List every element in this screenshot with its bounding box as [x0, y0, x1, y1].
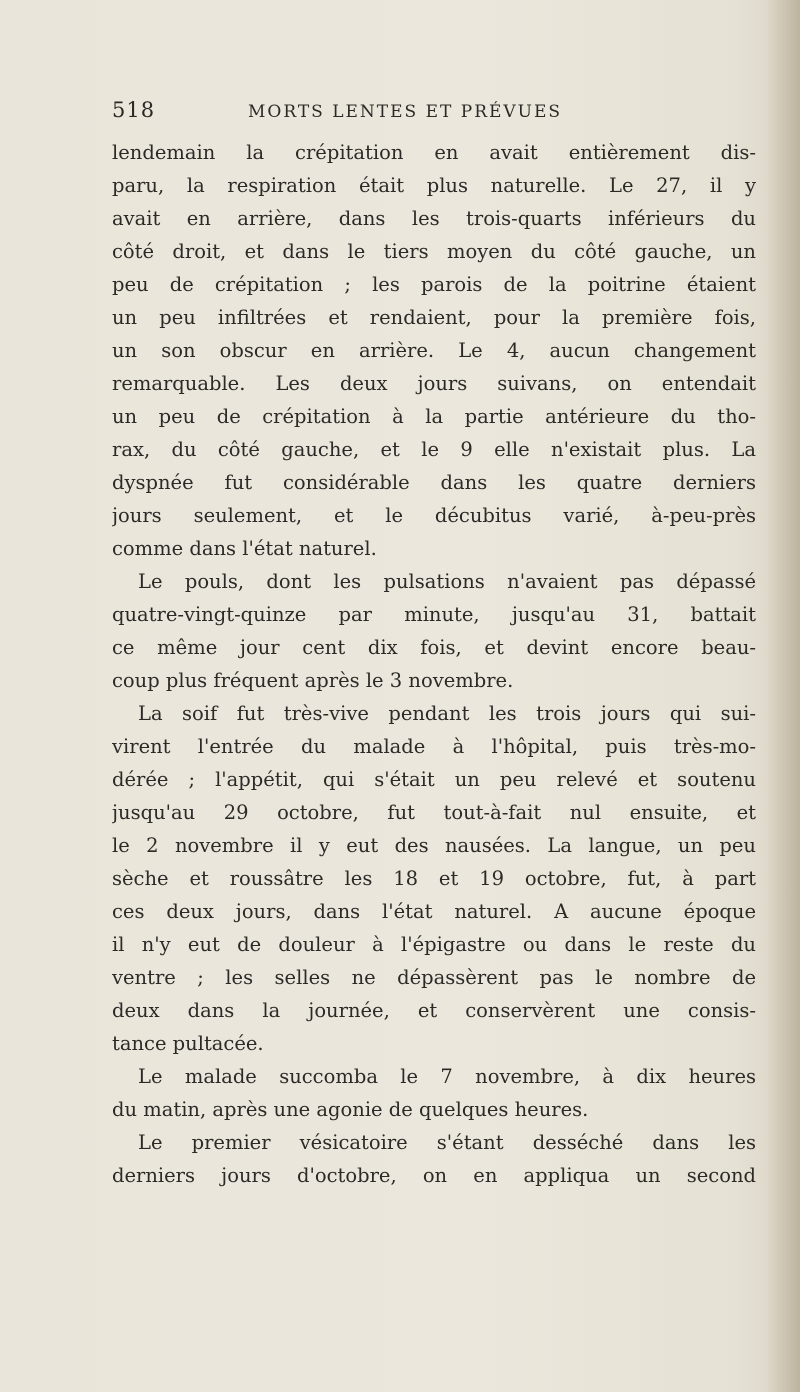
- text-line: paru, la respiration était plus naturelle. Le 27, il y: [112, 174, 756, 197]
- text-line: du matin, après une agonie de quelques heures.: [112, 1098, 589, 1121]
- text-line: peu de crépitation ; les parois de la poitrine étaient: [112, 273, 756, 296]
- text-line: virent l'entrée du malade à l'hôpital, puis très-mo-: [112, 735, 756, 758]
- text-line: ces deux jours, dans l'état naturel. A aucune époque: [112, 900, 756, 923]
- running-head: MORTS LENTES ET PRÉVUES: [248, 102, 563, 122]
- paragraph-first-line: La soif fut très-vive pendant les trois jours qui sui-: [138, 702, 756, 725]
- page-header: [112, 96, 752, 130]
- paragraph-first-line: Le pouls, dont les pulsations n'avaient pas dépassé: [138, 570, 756, 593]
- page-edge-shadow: [766, 0, 800, 1392]
- text-line: côté droit, et dans le tiers moyen du côté gauche, un: [112, 240, 756, 263]
- text-line: dérée ; l'appétit, qui s'était un peu relevé et soutenu: [112, 768, 756, 791]
- text-line: jours seulement, et le décubitus varié, à-peu-près: [112, 504, 756, 527]
- text-line: il n'y eut de douleur à l'épigastre ou dans le reste du: [112, 933, 756, 956]
- text-line: remarquable. Les deux jours suivans, on entendait: [112, 372, 756, 395]
- text-line: coup plus fréquent après le 3 novembre.: [112, 669, 514, 692]
- text-line: quatre-vingt-quinze par minute, jusqu'au 31, battait: [112, 603, 756, 626]
- text-line: rax, du côté gauche, et le 9 elle n'existait plus. La: [112, 438, 756, 461]
- page-number: 518: [112, 98, 156, 122]
- paragraph-first-line: Le premier vésicatoire s'étant desséché dans les: [138, 1131, 756, 1154]
- text-line: un peu infiltrées et rendaient, pour la première fois,: [112, 306, 756, 329]
- text-line: ce même jour cent dix fois, et devint encore beau-: [112, 636, 756, 659]
- text-line: lendemain la crépitation en avait entièrement dis-: [112, 141, 756, 164]
- text-line: sèche et roussâtre les 18 et 19 octobre, fut, à part: [112, 867, 756, 890]
- text-line: dyspnée fut considérable dans les quatre derniers: [112, 471, 756, 494]
- text-line: deux dans la journée, et conservèrent une consis-: [112, 999, 756, 1022]
- text-line: avait en arrière, dans les trois-quarts inférieurs du: [112, 207, 756, 230]
- body-text: [112, 136, 756, 1192]
- text-line: tance pultacée.: [112, 1032, 264, 1055]
- text-line: jusqu'au 29 octobre, fut tout-à-fait nul ensuite, et: [112, 801, 756, 824]
- text-line: un son obscur en arrière. Le 4, aucun changement: [112, 339, 756, 362]
- text-line: comme dans l'état naturel.: [112, 537, 377, 560]
- text-line: un peu de crépitation à la partie antérieure du tho-: [112, 405, 756, 428]
- text-line: derniers jours d'octobre, on en appliqua un second: [112, 1164, 756, 1187]
- text-line: ventre ; les selles ne dépassèrent pas le nombre de: [112, 966, 756, 989]
- paragraph-first-line: Le malade succomba le 7 novembre, à dix heures: [138, 1065, 756, 1088]
- text-line: le 2 novembre il y eut des nausées. La langue, un peu: [112, 834, 756, 857]
